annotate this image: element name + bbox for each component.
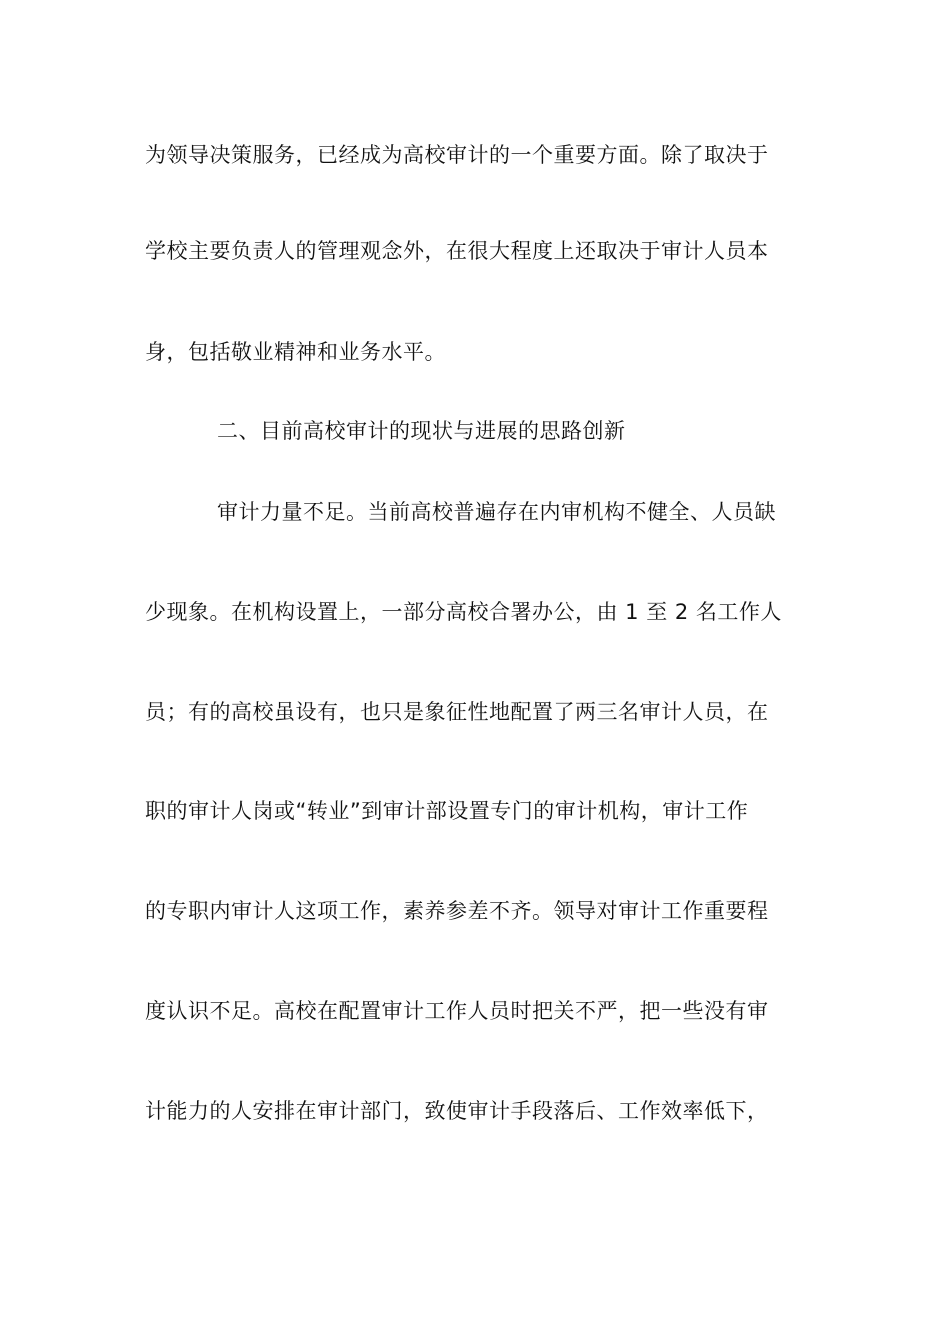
paragraph-line: 的专职内审计人这项工作，素养参差不齐。领导对审计工作重要程 bbox=[145, 899, 769, 923]
paragraph-line: 计能力的人安排在审计部门，致使审计手段落后、工作效率低下， bbox=[145, 1099, 769, 1123]
paragraph-line: 职的审计人岗或“转业”到审计部设置专门的审计机构，审计工作 bbox=[145, 799, 749, 823]
section-heading: 二、目前高校审计的现状与进展的思路创新 bbox=[217, 419, 626, 443]
paragraph-line: 审计力量不足。当前高校普遍存在内审机构不健全、人员缺 bbox=[217, 500, 776, 524]
paragraph-line: 学校主要负责人的管理观念外，在很大程度上还取决于审计人员本 bbox=[145, 239, 769, 263]
paragraph-line: 为领导决策服务，已经成为高校审计的一个重要方面。除了取决于 bbox=[145, 143, 769, 167]
paragraph-line: 少现象。在机构设置上，一部分高校合署办公，由 1 至 2 名工作人 bbox=[145, 600, 782, 624]
paragraph-line: 身，包括敬业精神和业务水平。 bbox=[145, 340, 446, 364]
paragraph-line: 员；有的高校虽设有，也只是象征性地配置了两三名审计人员，在 bbox=[145, 700, 769, 724]
paragraph-line: 度认识不足。高校在配置审计工作人员时把关不严，把一些没有审 bbox=[145, 999, 769, 1023]
